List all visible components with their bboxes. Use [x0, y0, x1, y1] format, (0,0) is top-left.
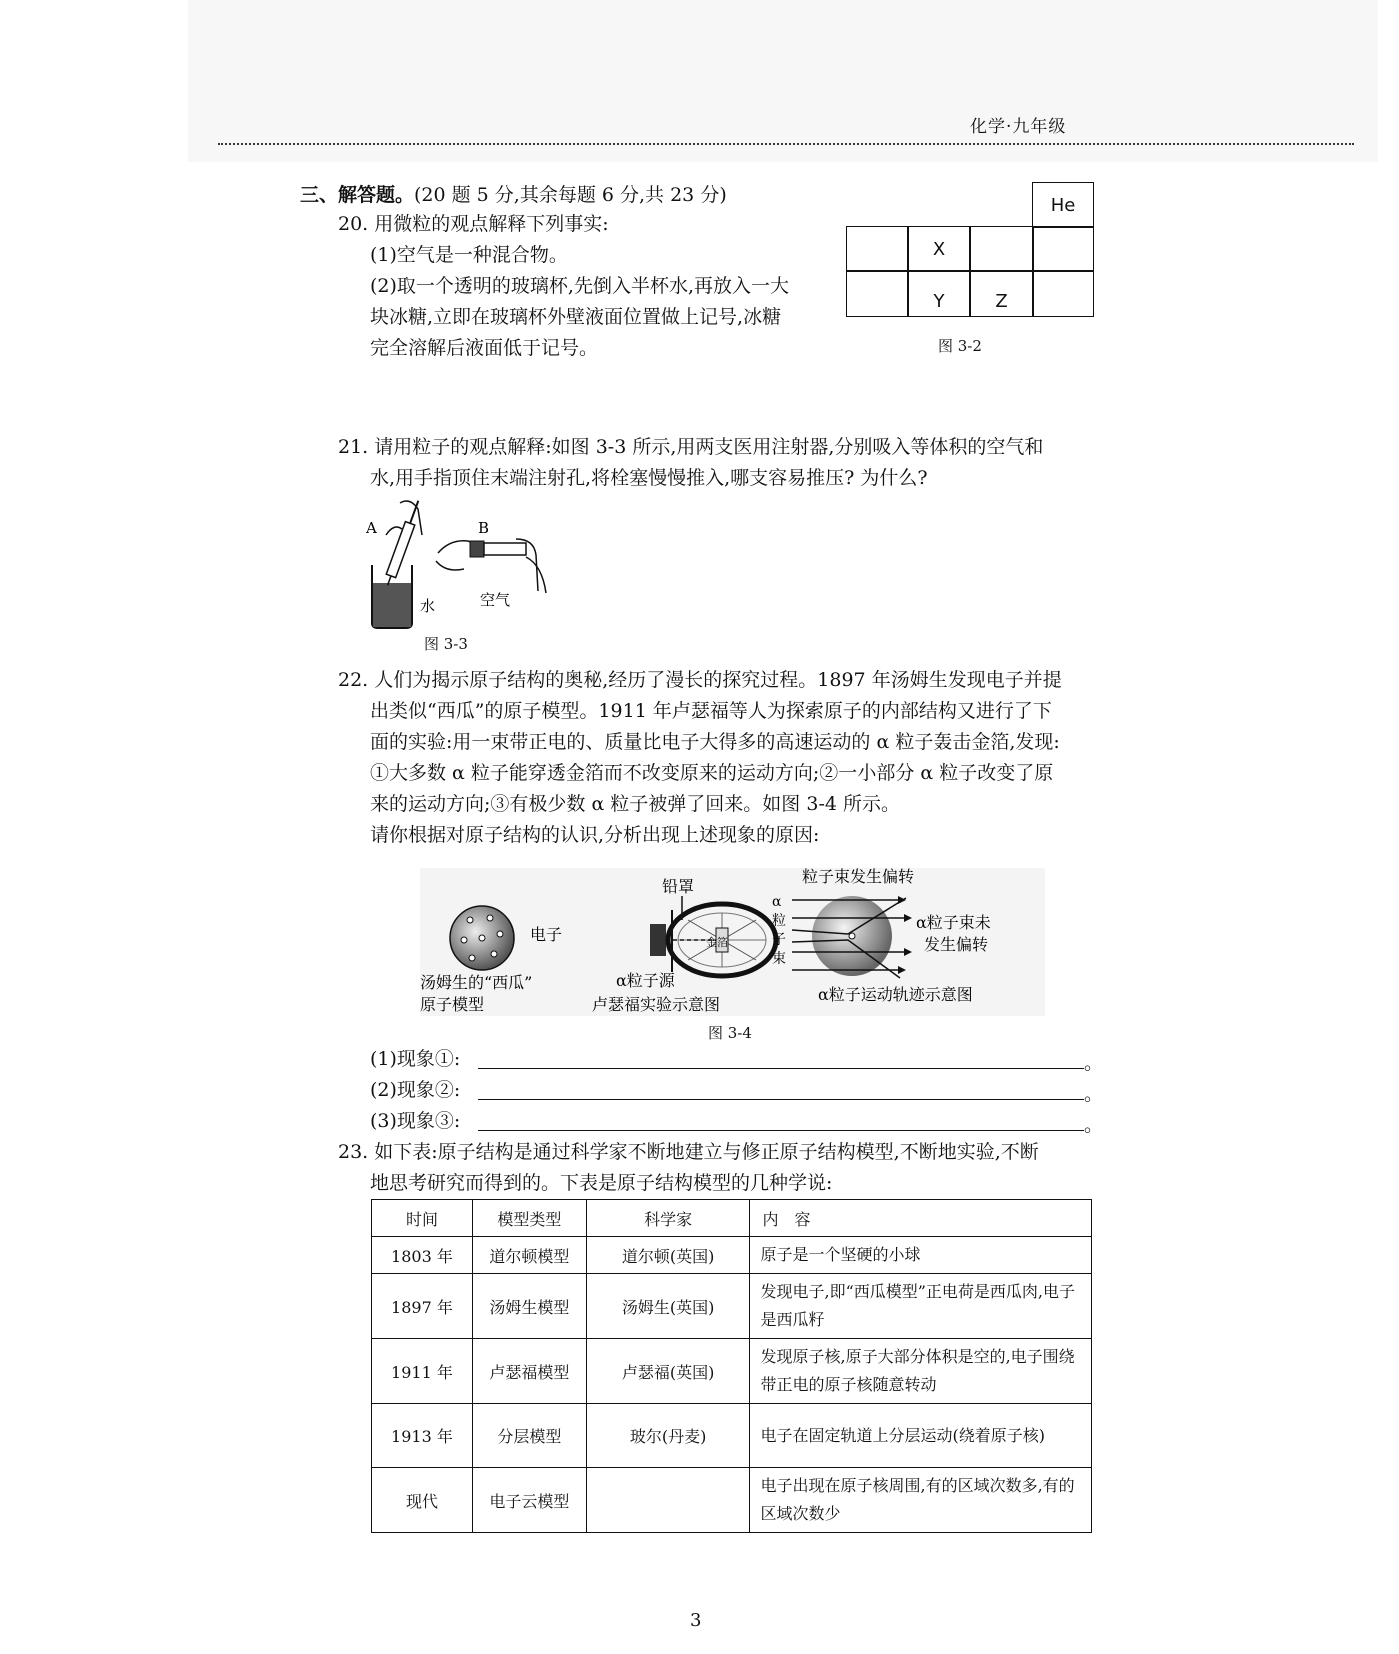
table-cell: 原子是一个坚硬的小球 [750, 1237, 1092, 1274]
header-divider [218, 143, 1354, 145]
svg-text:粒子束发生偏转: 粒子束发生偏转 [802, 868, 915, 886]
q20-part2-line3: 完全溶解后液面低于记号。 [370, 337, 599, 359]
cell-y: Y [907, 270, 971, 317]
table-cell: 现代 [372, 1468, 473, 1533]
q22-line2: 出类似“西瓜”的原子模型。1911 年卢瑟福等人为探索原子的内部结构又进行了下 [370, 700, 1052, 722]
q22-answer1-label: (1)现象①: [370, 1048, 461, 1070]
table-cell: 发现原子核,原子大部分体积是空的,电子围绕带正电的原子核随意转动 [750, 1339, 1092, 1404]
q22-answer3-label: (3)现象③: [370, 1110, 461, 1132]
table-header-row [372, 1200, 1092, 1237]
q21-line2: 水,用手指顶住末端注射孔,将栓塞慢慢推入,哪支容易推压? 为什么? [370, 467, 928, 489]
cell-empty [846, 270, 909, 317]
svg-text:电子: 电子 [530, 925, 563, 944]
table-cell: 卢瑟福模型 [472, 1339, 586, 1404]
q21-line1: 21. 请用粒子的观点解释:如图 3-3 所示,用两支医用注射器,分别吸入等体积的空气和 [338, 436, 1044, 458]
table-cell: 1913 年 [372, 1404, 473, 1468]
section-score: (20 题 5 分,其余每题 6 分,共 23 分) [414, 184, 727, 206]
svg-text:铅罩: 铅罩 [662, 877, 695, 896]
label-b: B [478, 519, 490, 537]
svg-text:α: α [772, 894, 782, 910]
cell-z: Z [969, 270, 1034, 317]
table-cell: 电子出现在原子核周围,有的区域次数多,有的区域次数少 [750, 1468, 1092, 1533]
cell-empty [1032, 226, 1094, 272]
label-water: 水 [420, 597, 436, 615]
figure-3-4-caption: 图 3-4 [708, 1024, 752, 1042]
table-cell: 1803 年 [372, 1237, 473, 1274]
svg-text:子: 子 [772, 932, 786, 948]
table-row [372, 1237, 1092, 1274]
answer2-period: 。 [1084, 1083, 1104, 1105]
table-cell: 电子云模型 [472, 1468, 586, 1533]
table-header: 内 容 [750, 1200, 1092, 1237]
page-number: 3 [690, 1610, 702, 1631]
svg-text:金箔: 金箔 [706, 936, 728, 949]
svg-text:发生偏转: 发生偏转 [924, 935, 989, 954]
figure-3-3-syringes [366, 495, 556, 630]
table-cell: 道尔顿模型 [472, 1237, 586, 1274]
header-band [188, 0, 1378, 162]
answer-line-1[interactable] [478, 1068, 1084, 1069]
cell-empty [969, 226, 1034, 272]
q22-answer2-label: (2)现象②: [370, 1079, 461, 1101]
table-cell: 卢瑟福(英国) [586, 1339, 750, 1404]
section-title: 三、解答题。 [300, 184, 415, 206]
table-cell: 1911 年 [372, 1339, 473, 1404]
q20-part1: (1)空气是一种混合物。 [370, 244, 568, 266]
svg-text:α粒子源: α粒子源 [616, 971, 675, 990]
svg-text:粒: 粒 [772, 913, 786, 929]
svg-text:α粒子运动轨迹示意图: α粒子运动轨迹示意图 [818, 985, 973, 1004]
q20-part2-line2: 块冰糖,立即在玻璃杯外壁液面位置做上记号,冰糖 [370, 306, 782, 328]
table-header: 科学家 [586, 1200, 750, 1237]
cell-empty [1032, 270, 1094, 317]
svg-text:束: 束 [772, 951, 786, 967]
answer1-period: 。 [1084, 1052, 1104, 1074]
table-row [372, 1274, 1092, 1339]
answer3-period: 。 [1084, 1114, 1104, 1136]
table-header: 模型类型 [472, 1200, 586, 1237]
table-cell: 汤姆生模型 [472, 1274, 586, 1339]
table-cell: 汤姆生(英国) [586, 1274, 750, 1339]
table-cell: 发现电子,即“西瓜模型”正电荷是西瓜肉,电子是西瓜籽 [750, 1274, 1092, 1339]
table-row [372, 1339, 1092, 1404]
table-cell: 玻尔(丹麦) [586, 1404, 750, 1468]
cell-empty [846, 226, 909, 272]
table-header: 时间 [372, 1200, 473, 1237]
figure-3-2-caption: 图 3-2 [938, 337, 982, 355]
table-cell: 1897 年 [372, 1274, 473, 1339]
table-row [372, 1404, 1092, 1468]
header-subject: 化学·九年级 [970, 117, 1067, 137]
cell-x: X [907, 226, 971, 272]
q22-line5: 来的运动方向;③有极少数 α 粒子被弹了回来。如图 3-4 所示。 [370, 793, 900, 815]
q22-line3: 面的实验:用一束带正电的、质量比电子大得多的高速运动的 α 粒子轰击金箔,发现: [370, 731, 1060, 753]
label-air: 空气 [480, 591, 511, 609]
table-cell: 电子在固定轨道上分层运动(绕着原子核) [750, 1404, 1092, 1468]
table-cell [586, 1468, 750, 1533]
table-cell: 分层模型 [472, 1404, 586, 1468]
q20-part2-line1: (2)取一个透明的玻璃杯,先倒入半杯水,再放入一大 [370, 275, 789, 297]
q23-line1: 23. 如下表:原子结构是通过科学家不断地建立与修正原子结构模型,不断地实验,不断 [338, 1141, 1039, 1163]
answer-line-2[interactable] [478, 1099, 1084, 1100]
svg-text:α粒子束未: α粒子束未 [916, 913, 991, 932]
label-a: A [366, 519, 377, 537]
figure-3-2-periodic-grid [846, 182, 1094, 318]
q23-line2: 地思考研究而得到的。下表是原子结构模型的几种学说: [370, 1172, 833, 1194]
q22-line1: 22. 人们为揭示原子结构的奥秘,经历了漫长的探究过程。1897 年汤姆生发现电子并提 [338, 669, 1062, 691]
atomic-model-table [371, 1199, 1092, 1533]
table-row [372, 1468, 1092, 1533]
svg-text:汤姆生的“西瓜”: 汤姆生的“西瓜” [420, 973, 533, 992]
figure-3-4-atom-models [420, 868, 1045, 1016]
figure-3-3-caption: 图 3-3 [424, 635, 468, 653]
q22-line6: 请你根据对原子结构的认识,分析出现上述现象的原因: [370, 824, 820, 846]
svg-text:原子模型: 原子模型 [420, 995, 485, 1014]
section-heading [300, 180, 727, 207]
table-cell: 道尔顿(英国) [586, 1237, 750, 1274]
cell-he: He [1032, 182, 1094, 228]
q20-stem: 20. 用微粒的观点解释下列事实: [338, 213, 609, 235]
svg-text:卢瑟福实验示意图: 卢瑟福实验示意图 [592, 995, 721, 1014]
answer-line-3[interactable] [478, 1130, 1084, 1131]
q22-line4: ①大多数 α 粒子能穿透金箔而不改变原来的运动方向;②一小部分 α 粒子改变了原 [370, 762, 1054, 784]
